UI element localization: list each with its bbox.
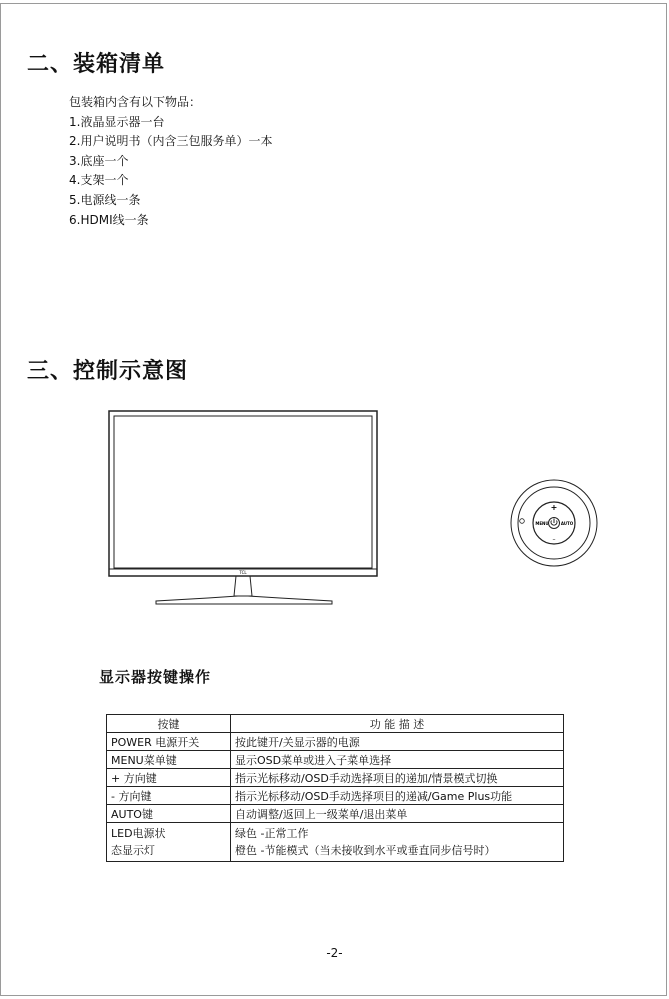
- table-row: [107, 787, 564, 805]
- list-item: 1.液晶显示器一台: [69, 114, 165, 129]
- key-description: 指示光标移动/OSD手动选择项目的递减/Game Plus功能: [231, 787, 564, 805]
- packing-intro: 包装箱内含有以下物品：: [69, 95, 202, 109]
- description-line: 橙色 -节能模式（当未接收到水平或垂直同步信号时）: [235, 844, 496, 857]
- header-description: 功 能 描 述: [231, 715, 564, 733]
- section-title-control-diagram: 三、控制示意图: [27, 359, 189, 384]
- header-key: 按键: [107, 715, 231, 733]
- minus-symbol: –: [552, 536, 556, 543]
- table-row: [107, 805, 564, 823]
- power-icon: [549, 518, 560, 529]
- list-item: 2.用户说明书（内含三包服务单）一本: [69, 134, 273, 149]
- table-row: [107, 733, 564, 751]
- key-name: [107, 823, 231, 862]
- key-description: [231, 823, 564, 862]
- list-item: 4.支架一个: [69, 173, 129, 188]
- table-row: [107, 769, 564, 787]
- key-name-line: LED电源状: [111, 827, 166, 840]
- key-name: AUTO键: [107, 805, 231, 823]
- plus-symbol: +: [550, 503, 558, 512]
- led-indicator-icon: [520, 519, 525, 524]
- key-name-line: 态显示灯: [111, 844, 155, 857]
- key-name: POWER 电源开关: [107, 733, 231, 751]
- table-row: [107, 823, 564, 862]
- description-line: 绿色 -正常工作: [235, 827, 309, 840]
- packing-list: [69, 93, 272, 230]
- key-name: + 方向键: [107, 769, 231, 787]
- list-item: 5.电源线一条: [69, 192, 141, 207]
- key-description: 按此键开/关显示器的电源: [231, 733, 564, 751]
- key-operation-title: 显示器按键操作: [99, 668, 212, 686]
- monitor-logo: TCL: [239, 570, 247, 575]
- key-description: 指示光标移动/OSD手动选择项目的递加/情景模式切换: [231, 769, 564, 787]
- section-title-packing-list: 二、装箱清单: [27, 52, 166, 77]
- list-item: 6.HDMI线一条: [69, 212, 149, 227]
- table-header-row: [107, 715, 564, 733]
- table-row: [107, 751, 564, 769]
- control-knob: [509, 478, 599, 568]
- key-name: MENU菜单键: [107, 751, 231, 769]
- menu-label: MENU: [535, 521, 549, 526]
- monitor-illustration: [108, 410, 380, 606]
- key-name: - 方向键: [107, 787, 231, 805]
- page-number: -2-: [326, 946, 343, 960]
- key-description: 显示OSD菜单或进入子菜单选择: [231, 751, 564, 769]
- key-description: 自动调整/返回上一级菜单/退出菜单: [231, 805, 564, 823]
- auto-label: AUTO: [560, 521, 574, 526]
- list-item: 3.底座一个: [69, 153, 129, 168]
- key-function-table: [106, 714, 564, 862]
